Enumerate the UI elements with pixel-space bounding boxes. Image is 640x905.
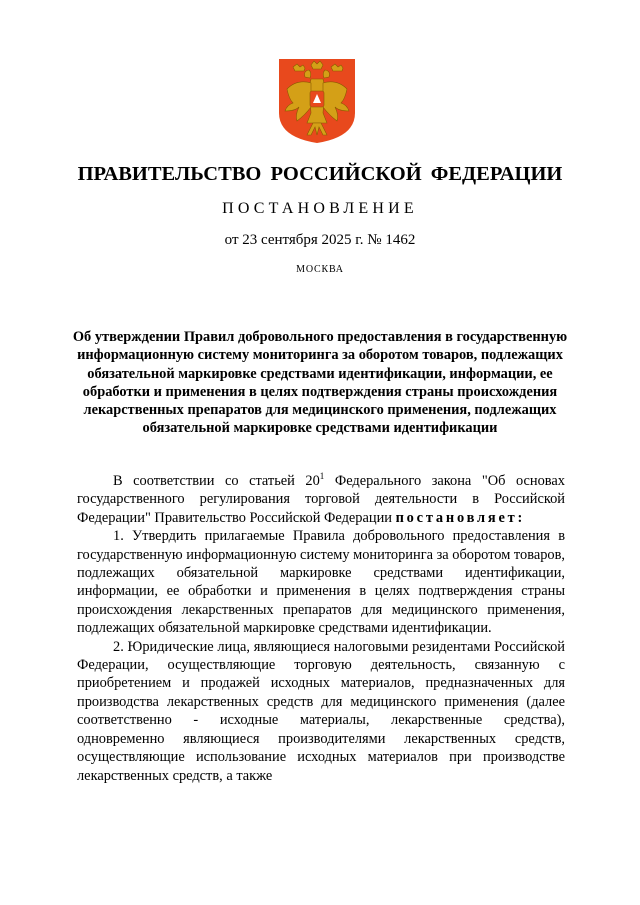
- document-heading: Об утверждении Правил добровольного предоставления в государственную информационную систему мониторинга за оборотом товаров, подлежащих обязательной маркировке средствами идентификации, информации, ее обработки и применения в целях подтверждения страны происхождения лекарственных препаратов для медицинского применения, подлежащих обязательной маркировке средствами идентификации: [72, 329, 568, 437]
- document-body: [77, 472, 565, 785]
- document-city: МОСКВА: [296, 264, 344, 275]
- document-date-number: от 23 сентября 2025 г. № 1462: [224, 232, 416, 248]
- paragraph-item-2: 2. Юридические лица, являющиеся налоговыми резидентами Российской Федерации, осуществляющие торговую деятельность, связанную с приобретением и продажей исходных материалов, предназначенных для производства лекарственных средств для медицинского применения (далее соответственно - исходные материалы, лекарственные средства), одновременно являющиеся производителями лекарственных средств, осуществляющие использование исходных материалов при производстве лекарственных средств, а также: [77, 638, 565, 784]
- coat-of-arms-emblem: [277, 57, 357, 145]
- preamble-paragraph: [77, 472, 565, 527]
- article-superscript: 1: [319, 471, 325, 482]
- document-type: ПОСТАНОВЛЕНИЕ: [222, 200, 418, 217]
- paragraph-item-1: 1. Утвердить прилагаемые Правила добровольного предоставления в государственную информационную систему мониторинга за оборотом товаров, подлежащих обязательной маркировке средствами идентификации, информации, ее обработки и применения в целях подтверждения страны происхождения лекарственных препаратов для медицинского применения, подлежащих обязательной маркировке средствами идентификации.: [77, 528, 565, 637]
- preamble-text-b: Федерального закона "Об основах государственного регулирования торговой деятельности в Российской Федерации" Правительство Российской Федерации: [77, 473, 565, 526]
- preamble-text-a: В соответствии со статьей 20: [113, 473, 320, 489]
- decree-word: постановляет:: [395, 509, 526, 526]
- government-title: ПРАВИТЕЛЬСТВО РОССИЙСКОЙ ФЕДЕРАЦИИ: [77, 163, 563, 185]
